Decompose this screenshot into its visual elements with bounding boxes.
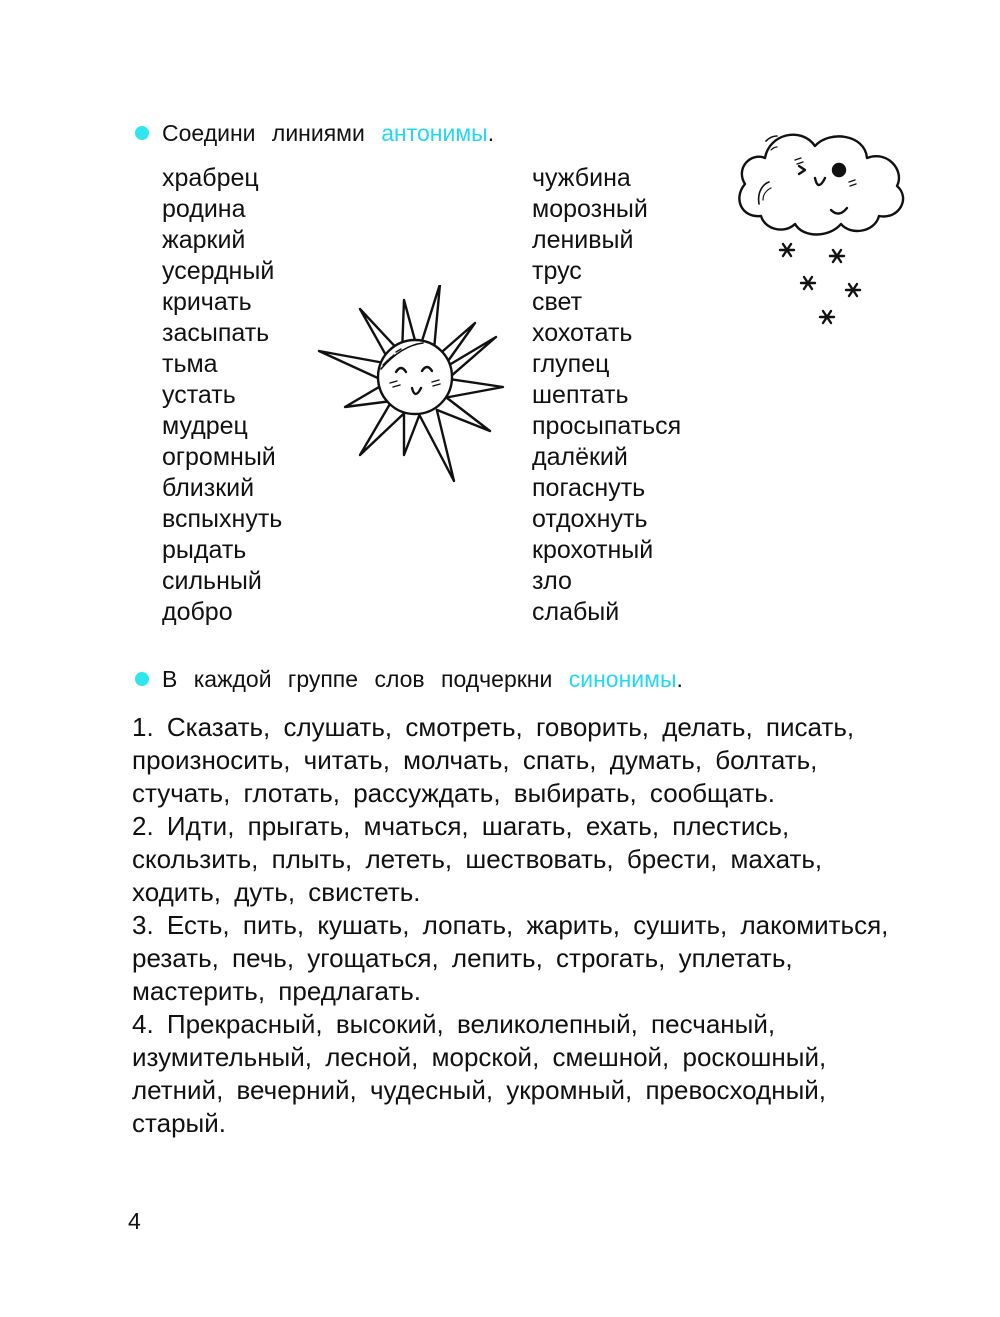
right-word: трус — [532, 257, 582, 285]
left-word: огромный — [162, 443, 276, 471]
right-word: далёкий — [532, 443, 628, 471]
task-antonyms-heading — [135, 118, 494, 148]
snowflake-icon — [780, 244, 860, 323]
right-word: слабый — [532, 598, 620, 626]
right-word: хохотать — [532, 319, 633, 347]
left-word: тьма — [162, 350, 218, 378]
left-word: храбрец — [162, 164, 259, 192]
synonym-group: 1. Сказать, слушать, смотреть, говорить, делать, писать, произносить, читать, молчать, спать, думать, болтать, стучать, глотать, рассуждать, выбирать, сообщать. — [132, 712, 855, 808]
right-word: отдохнуть — [532, 505, 648, 533]
task-synonyms-heading — [135, 664, 683, 694]
task-synonyms-end: . — [676, 666, 683, 692]
right-word: зло — [532, 567, 572, 595]
synonym-group: 2. Идти, прыгать, мчаться, шагать, ехать, плестись, скользить, плыть, лететь, шествовать, брести, махать, ходить, дуть, свистеть. — [132, 811, 823, 907]
left-word: мудрец — [162, 412, 248, 440]
page-number: 4 — [128, 1208, 141, 1234]
right-word: свет — [532, 288, 583, 316]
left-word: усердный — [162, 257, 275, 285]
left-word: сильный — [162, 567, 262, 595]
right-word: ленивый — [532, 226, 634, 254]
antonym-left-column — [162, 163, 282, 628]
task-antonyms-keyword: антонимы — [381, 120, 488, 146]
left-word: засыпать — [162, 319, 270, 347]
synonym-group: 4. Прекрасный, высокий, великолепный, песчаный, изумительный, лесной, морской, смешной, роскошный, летний, вечерний, чудесный, укромный, превосходный, старый. — [132, 1009, 827, 1138]
synonym-groups — [132, 711, 922, 1140]
synonym-group: 3. Есть, пить, кушать, лопать, жарить, сушить, лакомиться, резать, печь, угощаться, лепить, строгать, уплетать, мастерить, предлагать. — [132, 910, 889, 1006]
task-synonyms-keyword: синонимы — [568, 666, 677, 692]
right-word: чужбина — [532, 164, 631, 192]
bullet-icon — [135, 126, 149, 140]
task-synonyms-instruction: В каждой группе слов подчеркни — [162, 666, 553, 692]
right-word: морозный — [532, 195, 648, 223]
left-word: вспыхнуть — [162, 505, 283, 533]
right-word: погаснуть — [532, 474, 646, 502]
antonym-right-column — [532, 163, 681, 628]
task-antonyms-end: . — [487, 120, 495, 146]
task-antonyms-instruction: Соедини линиями — [162, 120, 365, 146]
left-word: жаркий — [162, 226, 246, 254]
left-word: кричать — [162, 288, 252, 316]
left-word: устать — [162, 381, 236, 409]
right-word: просыпаться — [532, 412, 682, 440]
sun-icon — [315, 285, 515, 485]
cloud-icon — [733, 120, 908, 335]
right-word: глупец — [532, 350, 610, 378]
bullet-icon — [135, 672, 149, 686]
right-word: крохотный — [532, 536, 654, 564]
left-word: рыдать — [162, 536, 247, 564]
left-word: добро — [162, 598, 233, 626]
right-word: шептать — [532, 381, 629, 409]
left-word: близкий — [162, 474, 255, 502]
left-word: родина — [162, 195, 246, 223]
